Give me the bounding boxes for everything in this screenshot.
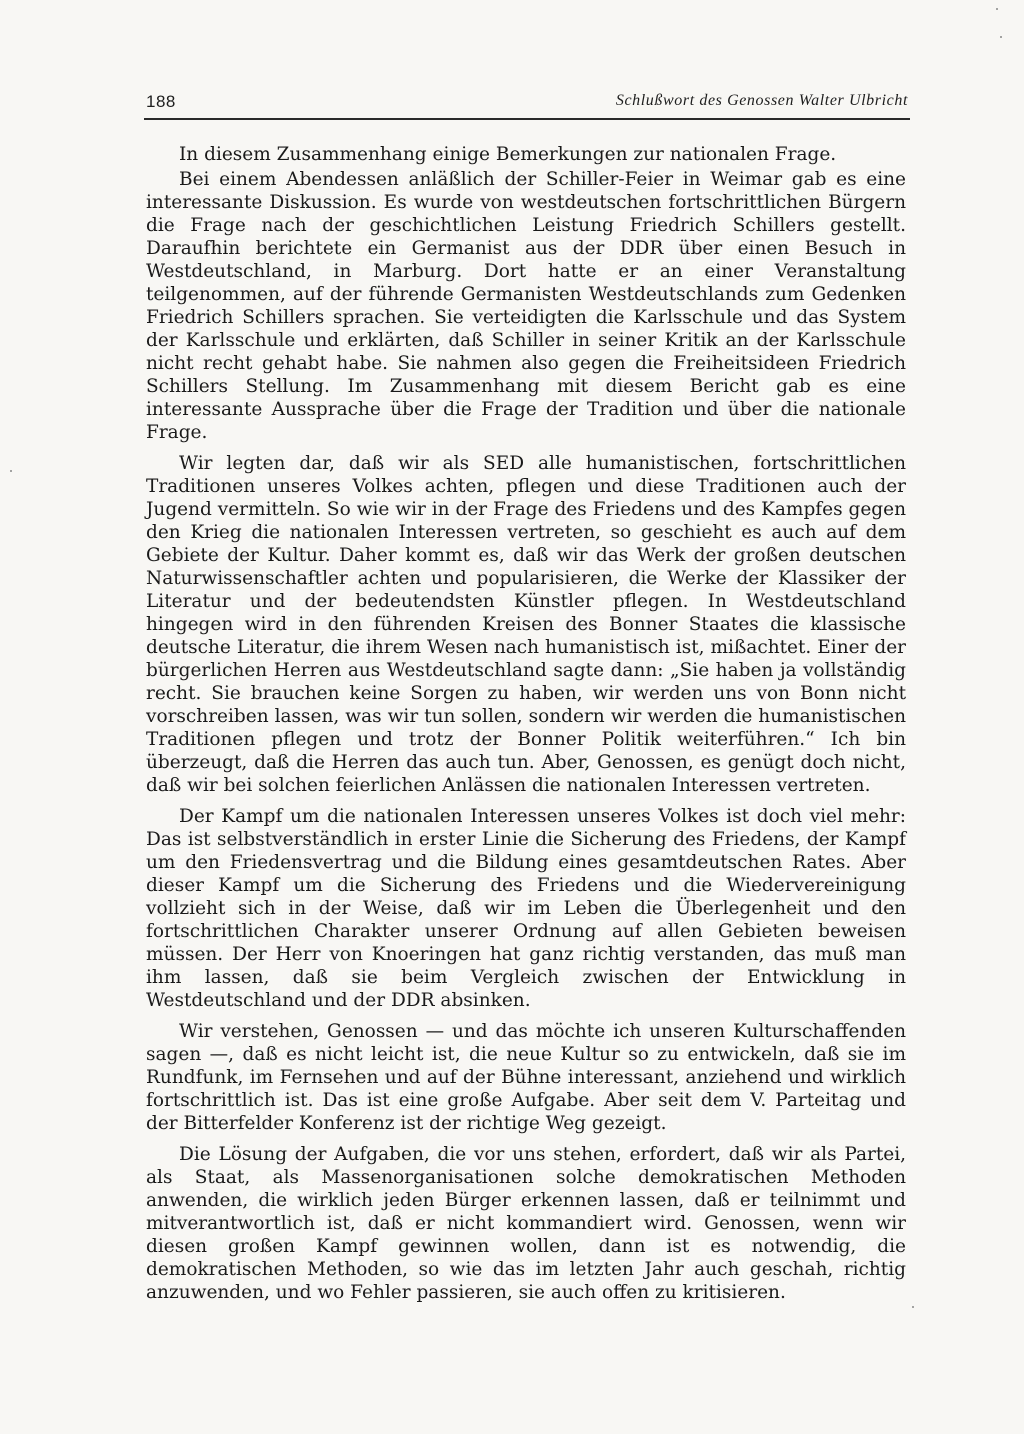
- page-number: 188: [146, 92, 176, 111]
- paragraph-3: Wir legten dar, daß wir als SED alle humanistischen, fortschrittlichen Traditionen unseres Volkes achten, pflegen und diese Traditionen auch der Jugend vermitteln. So wie wir in der Frage des Friedens und des Kampfes gegen den Krieg die nationalen Interessen vertreten, so geschieht es auch auf dem Gebiete der Kultur. Daher kommt es, daß wir das Werk der großen deutschen Naturwissenschaftler achten und popularisieren, die Werke der Klassiker der Literatur und der bedeutendsten Künstler pflegen. In Westdeutschland hingegen wird in den führenden Kreisen des Bonner Staates die klassische deutsche Literatur, die ihrem Wesen nach humanistisch ist, mißachtet. Einer der bürgerlichen Herren aus Westdeutschland sagte dann: „Sie haben ja vollständig recht. Sie brauchen keine Sorgen zu haben, wir werden uns von Bonn nicht vorschreiben lassen, was wir tun sollen, sondern wir werden die humanistischen Traditionen pflegen und trotz der Bonner Politik weiterführen.“ Ich bin überzeugt, daß die Herren das auch tun. Aber, Genossen, es genügt doch nicht, daß wir bei solchen feierlichen Anlässen die nationalen Interessen vertreten.: [146, 453, 906, 796]
- paragraph-1: In diesem Zusammenhang einige Bemerkungen zur nationalen Frage.: [179, 144, 837, 165]
- page-header: [144, 86, 910, 120]
- running-head: Schlußwort des Genossen Walter Ulbricht: [615, 92, 908, 109]
- paper-speck: [1000, 36, 1002, 38]
- paper-speck: [912, 1306, 914, 1308]
- paper-speck: [10, 470, 12, 472]
- header-rule: [144, 118, 910, 120]
- paragraph-2: Bei einem Abendessen anläßlich der Schiller-Feier in Weimar gab es eine interessante Diskussion. Es wurde von westdeutschen fortschrittlichen Bürgern die Frage nach der geschichtlichen Leistung Friedrich Schillers gestellt. Daraufhin berichtete ein Germanist aus der DDR über einen Besuch in Westdeutschland, in Marburg. Dort hatte er an einer Veranstaltung teilgenommen, auf der führende Germanisten Westdeutschlands zum Gedenken Friedrich Schillers sprachen. Sie verteidigten die Karlsschule und das System der Karlsschule und erklärten, daß Schiller in seiner Kritik an der Karlsschule nicht recht gehabt habe. Sie nahmen also gegen die Freiheitsideen Friedrich Schillers Stellung. Im Zusammenhang mit diesem Bericht gab es eine interessante Aussprache über die Frage der Tradition und über die nationale Frage.: [146, 169, 906, 443]
- paragraph-4: Der Kampf um die nationalen Interessen unseres Volkes ist doch viel mehr: Das ist selbstverständlich in erster Linie die Sicherung des Friedens, der Kampf um den Friedensvertrag und die Bildung eines gesamtdeutschen Rates. Aber dieser Kampf um die Sicherung des Friedens und die Wiedervereinigung vollzieht sich in der Weise, daß wir im Leben die Überlegenheit und den fortschrittlichen Charakter unserer Ordnung auf allen Gebieten beweisen müssen. Der Herr von Knoeringen hat ganz richtig verstanden, das muß man ihm lassen, daß sie beim Vergleich zwischen der Entwicklung in Westdeutschland und der DDR absinken.: [146, 806, 906, 1011]
- paragraph-5: Wir verstehen, Genossen — und das möchte ich unseren Kulturschaffenden sagen —, daß es nicht leicht ist, die neue Kultur so zu entwickeln, daß sie im Rundfunk, im Fernsehen und auf der Bühne interessant, anziehend und wirklich fortschrittlich ist. Das ist eine große Aufgabe. Aber seit dem V. Parteitag und der Bitterfelder Konferenz ist der richtige Weg gezeigt.: [146, 1021, 906, 1134]
- paper-speck: [996, 8, 998, 10]
- body-text: [146, 143, 906, 1312]
- paragraph-6: Die Lösung der Aufgaben, die vor uns stehen, erfordert, daß wir als Partei, als Staat, als Massenorganisationen solche demokratischen Methoden anwenden, die wirklich jeden Bürger erkennen lassen, daß er teilnimmt und mitverantwortlich ist, daß er nicht kommandiert wird. Genossen, wenn wir diesen großen Kampf gewinnen wollen, dann ist es notwendig, die demokratischen Methoden, so wie das im letzten Jahr auch geschah, richtig anzuwenden, und wo Fehler passieren, sie auch offen zu kritisieren.: [146, 1144, 906, 1303]
